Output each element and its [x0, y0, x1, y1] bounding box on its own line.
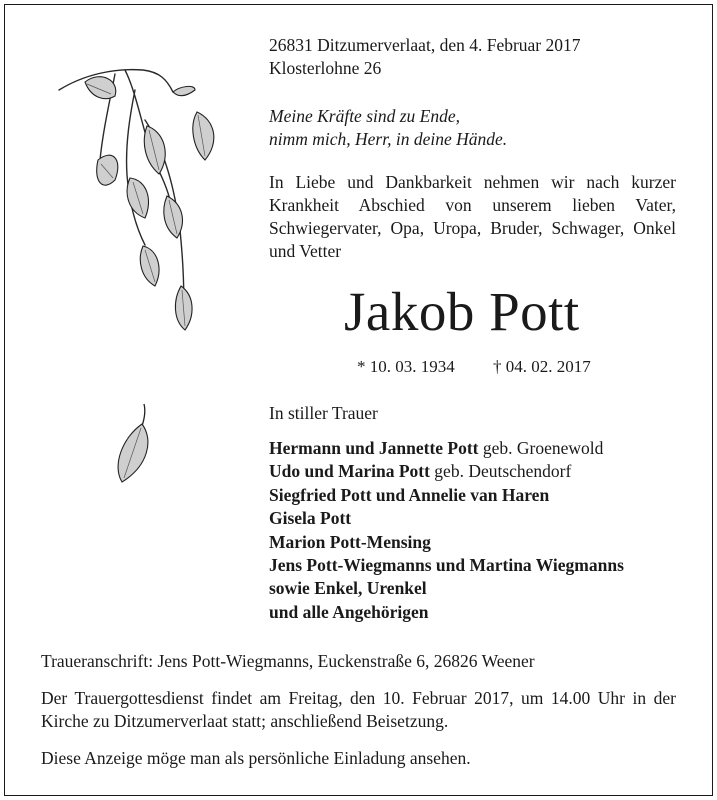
birch-branch-illustration [55, 60, 230, 350]
mourner-name: Marion Pott-Mensing [269, 531, 431, 552]
mourner-name: und alle Angehörigen [269, 601, 429, 622]
mourner-name: Udo und Marina Pott [269, 461, 430, 482]
intro-line-1: In Liebe und Dankbarkeit nehmen wir nach kurzer [269, 172, 676, 192]
intro-line-2: Krankheit Abschied von unserem lieben Vater, [269, 195, 676, 215]
verse-line-2: nimm mich, Herr, in deine Hände. [269, 129, 508, 149]
place-and-date: 26831 Ditzumerverlaat, den 4. Februar 2017 [269, 35, 581, 55]
mourner-name: Hermann und Jannette Pott [269, 438, 479, 458]
mourner-entry [269, 484, 549, 507]
mourner-entry [269, 531, 431, 554]
death-date: † 04. 02. 2017 [493, 357, 591, 376]
mourner-entry [269, 507, 351, 530]
mourner-name: Gisela Pott [269, 508, 352, 529]
street-address: Klosterlohne 26 [269, 58, 382, 78]
service-line-1: Der Trauergottesdienst findet am Freitag, den 10. Februar 2017, um 14.00 Uhr in der [41, 688, 676, 708]
birth-date: * 10. 03. 1934 [357, 357, 455, 376]
mourner-entry [269, 577, 427, 600]
mourner-name: sowie Enkel, Urenkel [269, 578, 427, 599]
invitation-note: Diese Anzeige möge man als persönliche Einladung ansehen. [41, 748, 471, 768]
verse-line-1: Meine Kräfte sind zu Ende, [269, 106, 461, 126]
deceased-name: Jakob Pott [344, 281, 580, 342]
service-line-2: Kirche zu Ditzumerverlaat statt; anschließend Beisetzung. [41, 711, 449, 731]
falling-leaf-illustration [108, 400, 158, 490]
mourning-address: Traueranschrift: Jens Pott-Wiegmanns, Euckenstraße 6, 26826 Weener [41, 651, 535, 671]
mourner-entry [269, 460, 571, 483]
intro-line-3: Schwiegervater, Opa, Uropa, Bruder, Schwager, Onkel [269, 218, 676, 238]
mourner-entry [269, 554, 624, 577]
intro-line-4: und Vetter [269, 241, 342, 261]
mourner-maiden-name: geb. Groenewold [478, 438, 604, 458]
mourner-entry [269, 437, 603, 460]
mourning-heading: In stiller Trauer [269, 403, 378, 423]
mourner-name: Siegfried Pott und Annelie van Haren [269, 484, 550, 505]
mourner-entry [269, 601, 428, 624]
mourner-name: Jens Pott-Wiegmanns und Martina Wiegmanns [269, 555, 624, 575]
mourner-maiden-name: geb. Deutschendorf [429, 461, 572, 482]
